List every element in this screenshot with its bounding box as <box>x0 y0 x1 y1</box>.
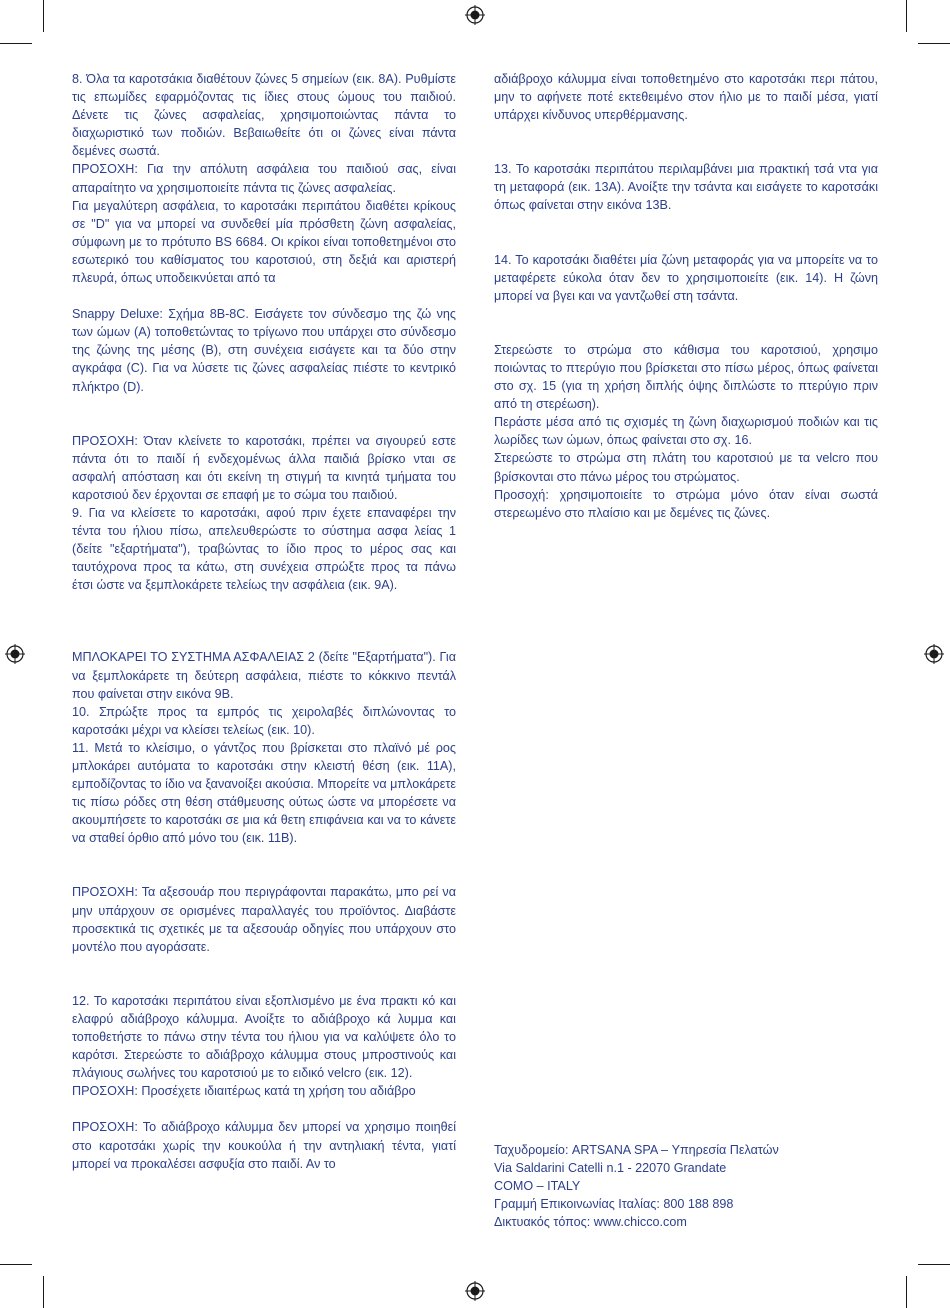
crop-mark-bottom-left-h <box>0 1264 32 1265</box>
paragraph-mattress-fix: Στερεώστε το στρώμα στο κάθισμα του καροτσιού, χρησιμο ποιώντας το πτερύγιο που βρίσκεται στο πίσω μέρος, όπως φαίνεται στο σχ. 15 (για τη χρήση διπλής όψης διπλώστε το πτερύγιο πριν από τη στερέωση). <box>494 342 878 412</box>
contact-postal: Ταχυδρομείο: ARTSANA SPA – Υπηρεσία Πελατών <box>494 1143 779 1157</box>
paragraph-seat-belts: 8. Όλα τα καροτσάκια διαθέτουν ζώνες 5 σημείων (εικ. 8Α). Ρυθμίστε τις επωμίδες εφαρμόζοντας τις ίδιες στους ώμους του παιδιού. Δένετε τις ζώνες ασφαλείας, χρησιμοποιώντας πάντα το διαχωριστικό των ποδιών. Βεβαιωθείτε ότι οι ζώνες είναι πάντα δεμένες σωστά. <box>72 72 456 159</box>
crop-mark-top-right-v <box>906 0 907 32</box>
right-column <box>494 70 878 522</box>
paragraph-step-13: 13. Το καροτσάκι περιπάτου περιλαμβάνει μια πρακτική τσά ντα για τη μεταφορά (εικ. 13A). Ανοίξτε την τσάντα και εισάγετε το καροτσάκι όπως φαίνεται στην εικόνα 13B. <box>494 162 878 213</box>
paragraph-mattress-warning: Προσοχή: χρησιμοποιείτε το στρώμα μόνο όταν είναι σωστά στερεωμένο στο πλαίσιο και με δεμένες τις ζώνες. <box>494 487 878 520</box>
paragraph-d-rings: Για μεγαλύτερη ασφάλεια, το καροτσάκι περιπάτου διαθέτει κρίκους σε "D" για να μπορεί να συνδεθεί μία πρόσθετη ζώνη ασφαλείας, σύμφωνη με το πρότυπο BS 6684. Οι κρίκοι είναι τοποθετημένοι στο εσωτερικό του καθίσματος του καροτσιού, στη δεξιά και αριστερή πλευρά, όπως υποδεικνύεται από τα <box>72 198 456 286</box>
contact-address: Via Saldarini Catelli n.1 - 22070 Grandate <box>494 1161 727 1176</box>
paragraph-mattress-velcro: Στερεώστε το στρώμα στη πλάτη του καροτσιού με τα velcro που βρίσκονται στο πάνω μέρος του στρώματος. <box>494 451 878 484</box>
registration-mark-left-icon <box>5 644 25 664</box>
crop-mark-top-right-h <box>918 43 950 44</box>
paragraph-warning-belts: ΠΡΟΣΟΧΗ: Για την απόλυτη ασφάλεια του παιδιού σας, είναι απαραίτητο να χρησιμοποιείτε πάντα τις ζώνες ασφαλείας. <box>72 162 456 195</box>
paragraph-step-11: 11. Μετά το κλείσιμο, ο γάντζος που βρίσκεται στο πλαϊνό μέ ρος μπλοκάρει αυτόματα το καροτσάκι στην κλειστή θέση (εικ. 11A), εμποδίζοντας το ίδιο να ξανανοίξει ακούσια. Μπορείτε να μπλοκάρετε τις πίσω ρόδες στη θέση στάθμευσης ούτως ώστε να μπορέσετε να ακουμπήσετε το καροτσάκι σε μια κά θετη επιφάνεια και να το κάνετε να σταθεί όρθιο από μόνο του (εικ. 11B). <box>72 740 456 846</box>
paragraph-warning-raincover: ΠΡΟΣΟΧΗ: Προσέχετε ιδιαιτέρως κατά τη χρήση του αδιάβρο <box>72 1084 416 1099</box>
registration-mark-bottom-icon <box>465 1281 485 1301</box>
paragraph-warning-suffocation: ΠΡΟΣΟΧΗ: Το αδιάβροχο κάλυμμα δεν μπορεί να χρησιμο ποιηθεί στο καροτσάκι χωρίς την κουκούλα ή την αντηλιακή τέντα, γιατί μπορεί να προκαλέσει ασφυξία στο παιδί. Αν το <box>72 1120 456 1171</box>
paragraph-lock-system-2: ΜΠΛΟΚΑΡΕΙ ΤΟ ΣΥΣΤΗΜΑ ΑΣΦΑΛΕΙΑΣ 2 (δείτε "Εξαρτήματα"). Για να ξεμπλοκάρετε τη δεύτερη ασφάλεια, πιέστε το κόκκινο πεντάλ που φαίνεται στην εικόνα 9B. <box>72 650 456 701</box>
paragraph-raincover-sun: αδιάβροχο κάλυμμα είναι τοποθετημένο στο καροτσάκι περι πάτου, μην το αφήνετε ποτέ εκτεθειμένο στον ήλιο με το παιδί μέσα, γιατί υπάρχει κίνδυνος υπερθέρμανσης. <box>494 72 878 123</box>
paragraph-warning-accessories: ΠΡΟΣΟΧΗ: Τα αξεσουάρ που περιγράφονται παρακάτω, μπο ρεί να μην υπάρχουν σε ορισμένες παραλλαγές του προϊόντος. Διαβάστε προσεκτικά τις σχετικές με τα αξεσουάρ οδηγίες που υπάρχουν στο μοντέλο που αγοράσατε. <box>72 885 456 954</box>
paragraph-snappy-deluxe: Snappy Deluxe: Σχήμα 8B-8C. Εισάγετε τον σύνδεσμο της ζώ νης των ώμων (A) τοποθετώντας το τρίγωνο που υπάρχει στο σύνδεσμο της ζώνης της μέσης (B), στη συνέχεια εισάγετε και τα δύο στην αγκράφα (C). Για να λύσετε τις ζώνες ασφαλείας πιέστε το κεντρικό πλήκτρο (D). <box>72 307 456 394</box>
contact-block <box>494 1141 878 1231</box>
crop-mark-bottom-left-v <box>43 1276 44 1308</box>
paragraph-mattress-slots: Περάστε μέσα από τις σχισμές τη ζώνη διαχωρισμού ποδιών και τις λωρίδες των ώμων, όπως φαίνεται στο σχ. 16. <box>494 415 878 448</box>
paragraph-step-14: 14. Το καροτσάκι διαθέτει μία ζώνη μεταφοράς για να μπορείτε να το μεταφέρετε εύκολα όταν δεν το χρησιμοποιείτε (εικ. 14). Η ζώνη μπορεί να βγει και να γαντζωθεί στη τσάντα. <box>494 252 878 303</box>
contact-website: Δικτυακός τόπος: www.chicco.com <box>494 1215 687 1230</box>
crop-mark-top-left-v <box>43 0 44 32</box>
contact-phone: Γραμμή Επικοινωνίας Ιταλίας: 800 188 898 <box>494 1197 734 1212</box>
contact-city: COMO – ITALY <box>494 1179 581 1194</box>
paragraph-step-12: 12. Το καροτσάκι περιπάτου είναι εξοπλισμένο με ένα πρακτι κό και ελαφρύ αδιάβροχο κάλυμμα. Ανοίξτε το αδιάβροχο κά λυμμα και τοποθετήστε το πάνω στην τέντα του ήλιου για να καλύψετε όλο το καρότσι. Στερεώστε το αδιάβροχο κάλυμμα στους μπροστινούς και πλάγιους σωλήνες του καροτσιού με το ειδικό velcro (εικ. 12). <box>72 993 456 1081</box>
paragraph-warning-closing: ΠΡΟΣΟΧΗ: Όταν κλείνετε το καροτσάκι, πρέπει να σιγουρεύ εστε πάντα ότι το παιδί ή ενδεχομένως άλλα παιδιά βρίσκο νται σε ασφαλή απόσταση και ότι εκείνη τη στιγμή τα κινητά τμήματα του καροτσιού δεν έρχονται σε επαφή με το σώμα του παιδιού. <box>72 433 456 502</box>
paragraph-step-9: 9. Για να κλείσετε το καροτσάκι, αφού πριν έχετε επαναφέρει την τέντα του ήλιου πίσω, απελευθερώστε το σύστημα ασφα λείας 1 (δείτε "εξαρτήματα"), τραβώντας το ίδιο προς το μέρος σας και ταυτόχρονα προς τα κάτω, στη συνέχεια σπρώξτε προς τα πάνω έτσι ώστε να ξεμπλοκάρετε τελείως την ασφάλεια (εικ. 9A). <box>72 505 456 593</box>
crop-mark-top-left-h <box>0 43 32 44</box>
registration-mark-top-icon <box>465 5 485 25</box>
crop-mark-bottom-right-v <box>906 1276 907 1308</box>
paragraph-step-10: 10. Σπρώξτε προς τα εμπρός τις χειρολαβές διπλώνοντας το καροτσάκι μέχρι να κλείσει τελείως (εικ. 10). <box>72 704 456 737</box>
crop-mark-bottom-right-h <box>918 1264 950 1265</box>
left-column <box>72 70 456 1173</box>
registration-mark-right-icon <box>924 644 944 664</box>
